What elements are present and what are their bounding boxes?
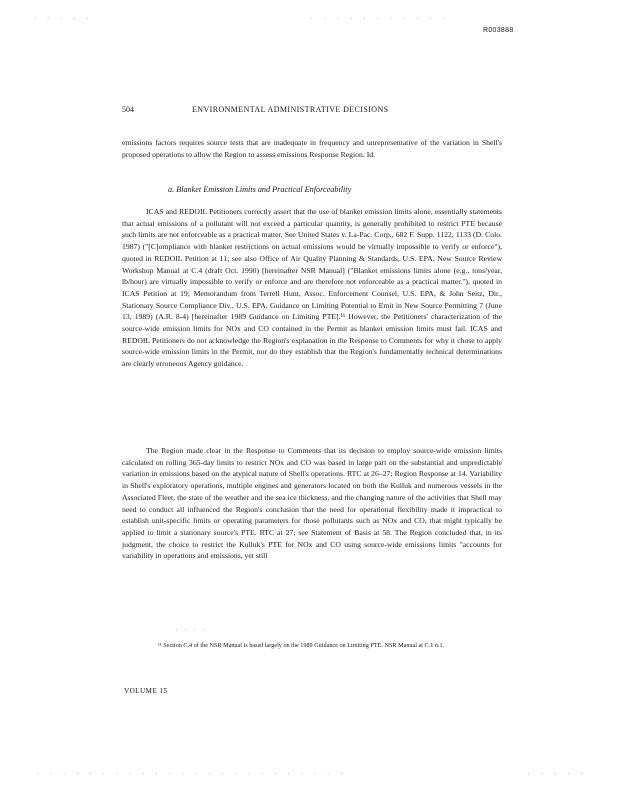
body-paragraph-region-decision [122,445,502,562]
footnote: ¹¹ Section C.4 of the NSR Manual is based largely on the 1989 Guidance on Limiting PTE. NSR Manual at C.1 n.1. [158,642,445,649]
paragraph-text: emissions factors requires source tests that are inadequate in frequency and unrepresentative of the variation in Shell's proposed operations to allow the Region to assess emissions Response Region. Id. [122,138,502,159]
volume-footer: VOLUME 15 [124,687,168,695]
body-paragraph-continued [122,137,502,160]
page-number: 504 [122,105,134,114]
footnote-separator: . . . . [176,626,208,632]
scan-mark-bottom-right: . . . . . [527,769,587,776]
scan-mark-top-left: . . . . . [33,14,93,21]
running-head: ENVIRONMENTAL ADMINISTRATIVE DECISIONS [192,105,389,114]
scan-mark-bottom-left: . . . . . . . . . . . . . . . . . . . . . . . . [36,769,347,776]
paragraph-text: ICAS and REDOIL Petitioners correctly assert that the use of blanket emission limits alone, essentially statements that actual emissions of a pollutant will not exceed a particular quantity, is generally prohibited to restrict PTE because such limits are not enforceable as a practical matter. See United States v. La-Pac. Corp., 682 F. Supp. 1122, 1133 (D. Colo. 1987) ("[C]ompliance with blanket restrictions on actual emissions would be virtually impossible to verify or enforce"), quoted in REDOIL Petition at 11; see also Office of Air Quality Planning & Standards, U.S. EPA, New Source Review Workshop Manual at C.4 (draft Oct. 1990) [hereinafter NSR Manual] ("Blanket emissions limits alone (e.g., tons/year, lb/hour) are virtually impossible to verify or enforce and are therefore not enforceable as a practical matter."), quoted in ICAS Petition at 19; Memorandum from Terrell Hunt, Assoc. Enforcement Counsel, U.S. EPA, & John Seitz, Dir., Stationary Source Compliance Div., U.S. EPA, Guidance on Limiting Potential to Emit in New Source Permitting 7 (June 13, 1989) (A.R. 8-4) [hereinafter 1989 Guidance on Limiting PTE].¹¹ However, the Petitioners' characterization of the source-wide emission limits for NOx and CO contained in the Permit as blanket emission limits must fail. ICAS and REDOIL Petitioners do not acknowledge the Region's explanation in the Response to Comments for why it chose to apply source-wide emission limits in the Permit, nor do they establish that the Region's fundamentally technical determinations are clearly erroneous Agency guidance. [122,207,502,369]
body-paragraph-blanket-limits [122,206,502,370]
section-heading: a. Blanket Emission Limits and Practical Enforceability [168,185,352,194]
scan-mark-top-right: . . . . . . . . . . . [310,14,449,21]
paragraph-text: The Region made clear in the Response to Comments that its decision to employ source-wide emission limits calculated on rolling 365-day limits to restrict NOx and CO was based in large part on the substantial and unpredictable variation in emissions based on the atypical nature of Shell's operations. RTC at 26–27; Region Response at 14. Variability in Shell's exploratory operations, multiple engines and generators located on both the Kulluk and numerous vessels in the Associated Fleet, the state of the weather and the sea ice thickness, and the changing nature of the activities that Shell may need to conduct all influenced the Region's conclusion that the need for operational flexibility made it impractical to establish unit-specific limits or operating parameters for those pollutants such as NOx and CO, that might typically be applied to limit a stationary source's PTE. RTC at 27; see Statement of Basis at 58. The Region concluded that, in its judgment, the choice to restrict the Kulluk's PTE for NOx and CO using source-wide emissions limits "accounts for variability in operations and emissions, yet still [122,446,502,561]
bates-number: R003888 [483,27,514,34]
